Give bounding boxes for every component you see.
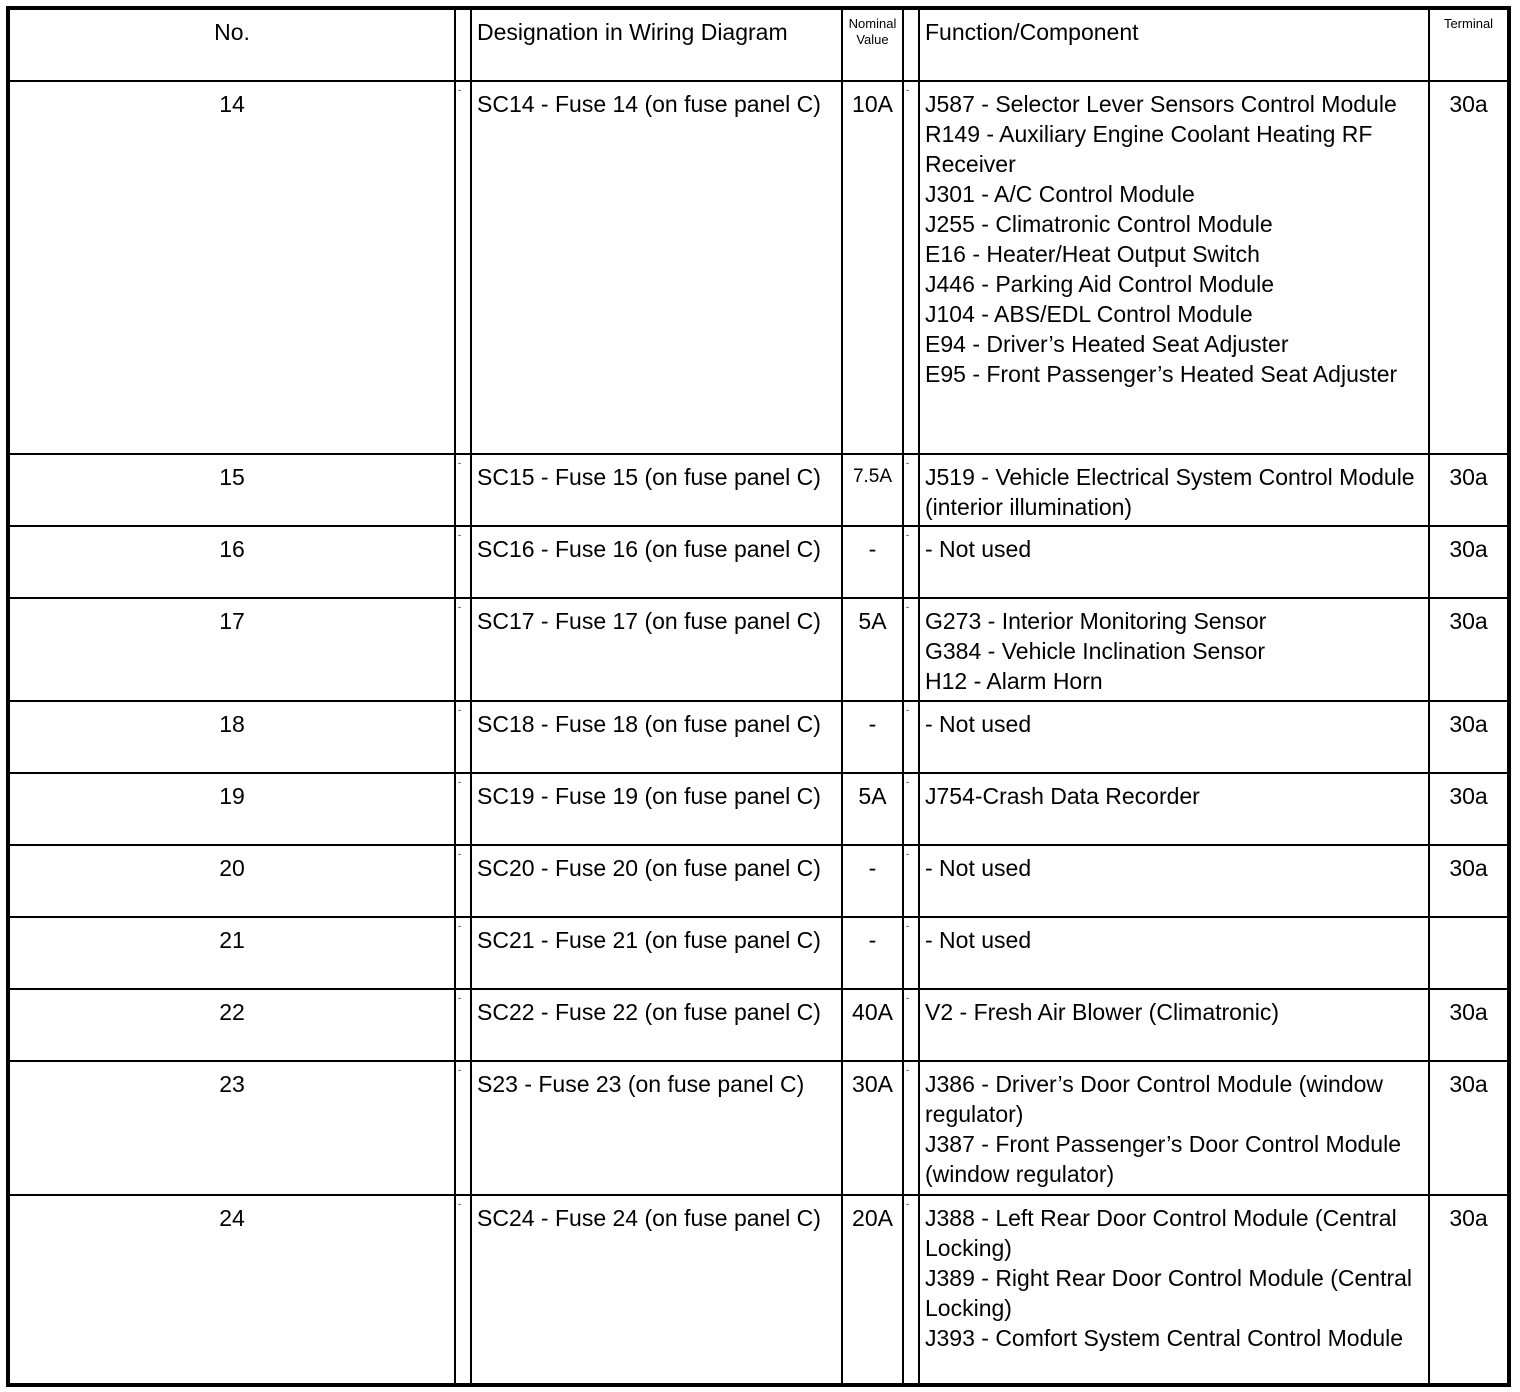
- component-line: - Not used: [925, 855, 1032, 882]
- table-row: [8, 454, 1509, 526]
- cell-no: 19: [8, 773, 455, 845]
- cell-designation: SC18 - Fuse 18 (on fuse panel C): [471, 701, 842, 773]
- component-line: - Not used: [925, 927, 1032, 954]
- cell-function: [919, 917, 1429, 989]
- cell-function: [919, 81, 1429, 454]
- spacer-cell: [903, 1195, 919, 1385]
- component-line: G273 - Interior Monitoring Sensor: [925, 607, 1267, 634]
- spacer-cell: [903, 454, 919, 526]
- spacer-cell: [455, 526, 471, 598]
- spacer-mark: -: [906, 85, 909, 95]
- spacer-mark: -: [458, 529, 461, 540]
- table-row: [8, 1061, 1509, 1194]
- cell-designation: SC19 - Fuse 19 (on fuse panel C): [471, 773, 842, 845]
- table-body: [8, 81, 1509, 1385]
- cell-no: 15: [8, 454, 455, 526]
- table-row: [8, 526, 1509, 598]
- spacer-mark: -: [906, 993, 909, 1004]
- cell-function: [919, 989, 1429, 1061]
- spacer-mark: -: [906, 1065, 909, 1076]
- cell-function: [919, 701, 1429, 773]
- table-row: [8, 1195, 1509, 1385]
- component-line: J104 - ABS/EDL Control Module: [925, 301, 1253, 327]
- cell-nominal-value: -: [842, 701, 903, 773]
- cell-terminal: 30a: [1429, 1195, 1509, 1385]
- spacer-cell: [455, 845, 471, 917]
- component-line: E95 - Front Passenger’s Heated Seat Adjuster: [925, 361, 1398, 387]
- cell-designation: SC20 - Fuse 20 (on fuse panel C): [471, 845, 842, 917]
- component-line: J754-Crash Data Recorder: [925, 783, 1200, 810]
- header-row: [8, 8, 1509, 81]
- spacer-cell: [455, 701, 471, 773]
- table-row: [8, 701, 1509, 773]
- spacer-cell: [903, 526, 919, 598]
- header-function: Function/Component: [919, 8, 1429, 81]
- spacer-cell: [455, 1195, 471, 1385]
- spacer-cell: [455, 1061, 471, 1194]
- cell-nominal-value: 5A: [842, 773, 903, 845]
- spacer-mark: -: [906, 921, 909, 932]
- cell-terminal: 30a: [1429, 989, 1509, 1061]
- spacer-mark: -: [458, 921, 461, 932]
- spacer-mark: -: [458, 457, 461, 468]
- cell-terminal: 30a: [1429, 598, 1509, 701]
- component-line: R149 - Auxiliary Engine Coolant Heating RF Receiver: [925, 121, 1373, 177]
- header-spacer: [903, 8, 919, 81]
- spacer-cell: [455, 989, 471, 1061]
- cell-function: [919, 1195, 1429, 1385]
- cell-nominal-value: -: [842, 845, 903, 917]
- cell-function: [919, 526, 1429, 598]
- cell-nominal-value: 20A: [842, 1195, 903, 1385]
- spacer-mark: -: [458, 993, 461, 1004]
- component-line: J387 - Front Passenger’s Door Control Module (window regulator): [925, 1131, 1401, 1188]
- spacer-mark: -: [458, 601, 461, 612]
- table-row: [8, 989, 1509, 1061]
- spacer-mark: -: [906, 457, 909, 468]
- spacer-cell: [903, 81, 919, 454]
- cell-no: 18: [8, 701, 455, 773]
- spacer-cell: [903, 917, 919, 989]
- spacer-cell: [455, 773, 471, 845]
- spacer-mark: -: [906, 777, 909, 788]
- spacer-mark: -: [458, 849, 461, 860]
- spacer-cell: [455, 598, 471, 701]
- component-line: J388 - Left Rear Door Control Module (Central Locking): [925, 1204, 1397, 1261]
- cell-terminal: 30a: [1429, 1061, 1509, 1194]
- component-line: E16 - Heater/Heat Output Switch: [925, 241, 1260, 267]
- component-line: J301 - A/C Control Module: [925, 181, 1195, 207]
- cell-nominal-value: -: [842, 526, 903, 598]
- cell-no: 21: [8, 917, 455, 989]
- spacer-mark: -: [906, 1198, 909, 1209]
- cell-terminal: 30a: [1429, 701, 1509, 773]
- cell-function: [919, 845, 1429, 917]
- cell-no: 16: [8, 526, 455, 598]
- cell-terminal: 30a: [1429, 526, 1509, 598]
- cell-designation: SC24 - Fuse 24 (on fuse panel C): [471, 1195, 842, 1385]
- component-line: J393 - Comfort System Central Control Module: [925, 1324, 1404, 1351]
- component-line: J519 - Vehicle Electrical System Control Module (interior illumination): [925, 463, 1415, 520]
- cell-designation: SC22 - Fuse 22 (on fuse panel C): [471, 989, 842, 1061]
- header-designation: Designation in Wiring Diagram: [471, 8, 842, 81]
- cell-no: 22: [8, 989, 455, 1061]
- spacer-cell: [903, 845, 919, 917]
- table-row: [8, 81, 1509, 454]
- table-row: [8, 598, 1509, 701]
- header-nominal-line1: Nominal: [848, 16, 897, 31]
- spacer-mark: -: [906, 704, 909, 715]
- spacer-mark: -: [458, 85, 461, 95]
- cell-terminal: [1429, 917, 1509, 989]
- header-nominal-line2: Value: [856, 32, 889, 47]
- spacer-mark: -: [458, 1065, 461, 1076]
- cell-nominal-value: 5A: [842, 598, 903, 701]
- cell-designation: SC16 - Fuse 16 (on fuse panel C): [471, 526, 842, 598]
- cell-terminal: 30a: [1429, 845, 1509, 917]
- spacer-cell: [903, 773, 919, 845]
- header-spacer: [455, 8, 471, 81]
- header-nominal-value: [842, 8, 903, 81]
- cell-no: 20: [8, 845, 455, 917]
- spacer-mark: -: [906, 849, 909, 860]
- cell-nominal-value: 30A: [842, 1061, 903, 1194]
- table-row: [8, 917, 1509, 989]
- spacer-mark: -: [906, 529, 909, 540]
- cell-no: 23: [8, 1061, 455, 1194]
- cell-function: [919, 1061, 1429, 1194]
- cell-designation: SC21 - Fuse 21 (on fuse panel C): [471, 917, 842, 989]
- cell-nominal-value: 10A: [842, 81, 903, 454]
- cell-nominal-value: 7.5A: [842, 454, 903, 526]
- cell-designation: SC15 - Fuse 15 (on fuse panel C): [471, 454, 842, 526]
- header-no: No.: [8, 8, 455, 81]
- table-row: [8, 773, 1509, 845]
- spacer-cell: [903, 1061, 919, 1194]
- spacer-mark: -: [906, 601, 909, 612]
- spacer-mark: -: [458, 777, 461, 788]
- component-line: J587 - Selector Lever Sensors Control Module: [925, 91, 1397, 117]
- spacer-cell: [903, 989, 919, 1061]
- cell-nominal-value: -: [842, 917, 903, 989]
- cell-function: [919, 773, 1429, 845]
- component-line: J446 - Parking Aid Control Module: [925, 271, 1275, 297]
- spacer-mark: -: [458, 1198, 461, 1209]
- cell-terminal: 30a: [1429, 454, 1509, 526]
- cell-function: [919, 598, 1429, 701]
- component-line: E94 - Driver’s Heated Seat Adjuster: [925, 331, 1289, 357]
- cell-function: [919, 454, 1429, 526]
- table-row: [8, 845, 1509, 917]
- cell-terminal: 30a: [1429, 773, 1509, 845]
- cell-terminal: 30a: [1429, 81, 1509, 454]
- spacer-mark: -: [458, 704, 461, 715]
- header-terminal: Terminal: [1429, 8, 1509, 81]
- cell-no: 14: [8, 81, 455, 454]
- component-line: J255 - Climatronic Control Module: [925, 211, 1273, 237]
- cell-no: 24: [8, 1195, 455, 1385]
- component-line: V2 - Fresh Air Blower (Climatronic): [925, 999, 1280, 1026]
- spacer-cell: [455, 917, 471, 989]
- cell-designation: SC14 - Fuse 14 (on fuse panel C): [471, 81, 842, 454]
- cell-nominal-value: 40A: [842, 989, 903, 1061]
- fuse-table: [6, 6, 1511, 1387]
- cell-designation: SC17 - Fuse 17 (on fuse panel C): [471, 598, 842, 701]
- component-line: J386 - Driver’s Door Control Module (window regulator): [925, 1071, 1384, 1128]
- spacer-cell: [903, 598, 919, 701]
- cell-designation: S23 - Fuse 23 (on fuse panel C): [471, 1061, 842, 1194]
- spacer-cell: [455, 81, 471, 454]
- component-line: - Not used: [925, 710, 1032, 737]
- component-line: - Not used: [925, 535, 1032, 562]
- spacer-cell: [455, 454, 471, 526]
- cell-no: 17: [8, 598, 455, 701]
- component-line: J389 - Right Rear Door Control Module (Central Locking): [925, 1264, 1413, 1321]
- component-line: G384 - Vehicle Inclination Sensor: [925, 637, 1266, 664]
- component-line: H12 - Alarm Horn: [925, 667, 1103, 694]
- spacer-cell: [903, 701, 919, 773]
